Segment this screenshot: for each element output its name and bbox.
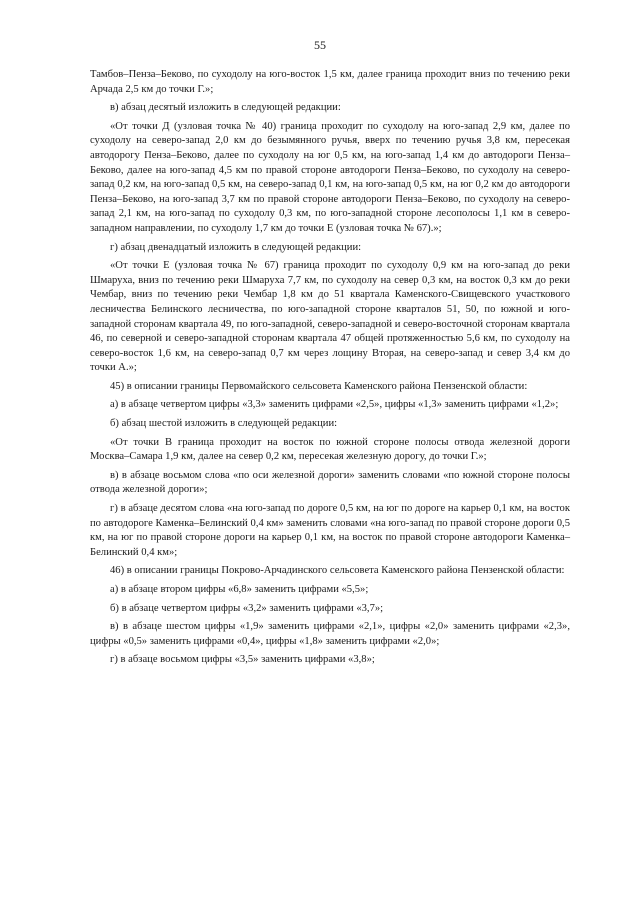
paragraph: а) в абзаце втором цифры «6,8» заменить цифрами «5,5»; — [110, 584, 369, 595]
paragraph: в) абзац десятый изложить в следующей редакции: — [110, 102, 341, 114]
paragraph: б) абзац шестой изложить в следующей редакции: — [110, 418, 338, 430]
paragraph: «От точки В граница проходит на восток по южной стороне полосы отвода железной дороги Москва–Самара 1,9 км, далее на север 0,2 км, пересекая железную дорогу, до точки Г.»; — [90, 436, 570, 463]
paragraph: г) в абзаце десятом слова «на юго-запад по дороге 0,5 км, на юг по дороге на карьер 0,1 км, на восток по автодороге Каменка–Белинский 0,4 км» заменить словами «на юго-запад по правой стороне дороги 0,5 км, на юг по правой стороне дороги на карьер 0,1 км, на восток по правой стороне автодороги Каменка–Белинский 0,4 км»; — [90, 503, 570, 558]
paragraph: г) в абзаце восьмом цифры «3,5» заменить цифрами «3,8»; — [110, 654, 375, 666]
paragraph: Тамбов–Пенза–Беково, по суходолу на юго-восток 1,5 км, далее граница проходит вниз по течению реки Арчада 2,5 км до точки Г.»; — [90, 69, 570, 95]
paragraph: б) в абзаце четвертом цифры «3,2» заменить цифрами «3,7»; — [110, 602, 384, 614]
paragraph: 45) в описании границы Первомайского сельсовета Каменского района Пензенской области: — [110, 380, 528, 392]
paragraph: «От точки Д (узловая точка № 40) граница проходит по суходолу на юго-запад 2,9 км, далее по суходолу на северо-запад 2,0 км до безымянного ручья, вверх по течению ручья 3,8 км, пересекая автодорогу Пенза–Беково, далее по суходолу на юг 0,5 км, на юго-запад 1,4 км до автодороги Пенза–Беково, далее на юго-запад 4,5 км по правой стороне автодороги Пенза–Беково, по суходолу на северо-запад 0,2 км, на юго-запад 0,5 км, на северо-запад 0,1 км, на юго-запад 0,5 км, на юг 0,2 км до автодороги Пенза–Беково, на юго-запад 3,7 км по правой стороне автодороги Пенза–Беково, по суходолу на северо-запад 2,1 км, на юго-запад по суходолу 0,3 км, по юго-западной стороне лесополосы 1,1 км в северо-западном направлении, по суходолу 1,7 км до точки Е (узловая точка № 67).»; — [90, 120, 570, 234]
paragraph: в) в абзаце шестом цифры «1,9» заменить цифрами «2,1», цифры «2,0» заменить цифрами «2,3», цифры «0,5» заменить цифрами «0,4», цифры «1,8» заменить цифрами «2,0»; — [90, 621, 570, 647]
paragraph: «От точки Е (узловая точка № 67) граница проходит по суходолу 0,9 км на юго-запад до реки Шмаруха, вниз по течению реки Шмаруха 7,7 км, по суходолу на север 0,3 км, на восток 0,3 км до реки Чембар, вниз по течению реки Чембар 1,8 км до 51 квартала Каменского-Свищевского участкового лесничества Белинского лесничества, по юго-западной стороне кварталов 51, 50, по южной и юго-западной сторонам квартала 49, по юго-западной, северо-западной и северо-восточной сторонам квартала 46, по северной и северо-западной сторонам квартала 47 общей протяженностью 5,6 км, по суходолу на северо-восток 1,6 км, на северо-запад 0,7 км через лощину Вторая, на северо-запад и север 3,4 км до точки А.»; — [90, 260, 570, 374]
paragraph: а) в абзаце четвертом цифры «3,3» заменить цифрами «2,5», цифры «1,3» заменить цифрами «1,2»; — [110, 399, 559, 411]
page-number: 55 — [314, 38, 326, 52]
paragraph: 46) в описании границы Покрово-Арчадинского сельсовета Каменского района Пензенской области: — [110, 565, 565, 577]
document-body — [90, 68, 570, 672]
paragraph: г) абзац двенадцатый изложить в следующей редакции: — [110, 241, 362, 253]
paragraph: в) в абзаце восьмом слова «по оси железной дороги» заменить словами «по южной стороне полосы отвода железной дороги»; — [90, 469, 570, 496]
